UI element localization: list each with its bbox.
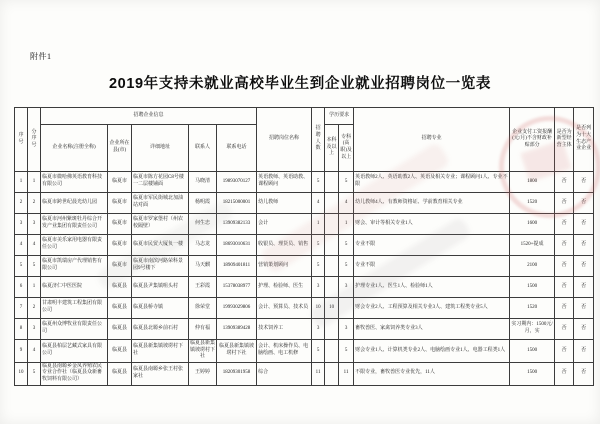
cell-salary: 1800 — [510, 172, 555, 193]
cell-address: 临夏县南塬乡张王村张家社 — [132, 362, 189, 385]
cell-address: 临夏县尹集镇咀头村 — [132, 277, 189, 298]
cell-contact: 仲有福 — [189, 319, 217, 340]
cell-position-name: 护理、检验师、医生 — [257, 277, 312, 298]
cell-salary: 1600 — [510, 214, 555, 235]
cell-major: 不限专业，畜牧兽医专业优先，11人 — [354, 362, 510, 385]
cell-new-entity: 否 — [555, 214, 574, 235]
cell-bachelor — [325, 256, 339, 277]
cell-serial: 2 — [15, 193, 28, 214]
table-row — [15, 256, 594, 277]
col-header-company-name: 企业名称(注册全称) — [41, 125, 108, 172]
cell-company-name: 临夏市河州紫斑牡丹综合开发产业集团有限责任公司 — [41, 214, 108, 235]
cell-sub-serial: 1 — [28, 172, 41, 193]
cell-phone: 18215000001 — [217, 193, 257, 214]
cell-headcount: 5 — [312, 172, 325, 193]
cell-major: 畜牧兽医、家禽饲养类专业3人 — [354, 319, 510, 340]
col-header-headcount: 招聘人数 — [312, 108, 325, 172]
cell-salary: 1520 — [510, 298, 555, 319]
cell-salary: 1520 — [510, 193, 555, 214]
cell-bachelor — [325, 319, 339, 340]
cell-address: 临夏县北塬乡前石村 — [132, 319, 189, 340]
cell-company-name: 临夏州众博牧业有限责任公司 — [41, 319, 108, 340]
cell-eco-industry: 否 — [574, 193, 594, 214]
cell-phone: 19993029806 — [217, 298, 257, 319]
cell-phone: 18209301958 — [217, 362, 257, 385]
cell-contact: 王彩霞 — [189, 277, 217, 298]
cell-county: 临夏县 — [108, 340, 132, 363]
cell-county: 临夏市 — [108, 235, 132, 256]
cell-bachelor — [325, 235, 339, 256]
cell-address: 临夏市南滨河路荣科景园9号楼下 — [132, 256, 189, 277]
cell-headcount: 1 — [312, 214, 325, 235]
cell-position-name: 收银员、理货员、销售 — [257, 235, 312, 256]
col-header-county: 企业所在县(市) — [108, 125, 132, 172]
col-header-eco-industry: 是否列为十大生态产业企业 — [574, 108, 594, 172]
table-row — [15, 277, 594, 298]
cell-address: 临夏县桥寺镇 — [132, 298, 189, 319]
cell-contact: 马天麒 — [189, 256, 217, 277]
cell-serial: 6 — [15, 277, 28, 298]
cell-new-entity: 否 — [555, 340, 574, 363]
cell-new-entity: 否 — [555, 256, 574, 277]
col-header-position-name: 招聘岗位名称 — [257, 108, 312, 172]
cell-salary: 1500 — [510, 340, 555, 363]
cell-major: 专业不限 — [354, 256, 510, 277]
cell-company-name: 临夏市微哈佛英语教育科技有限公司 — [41, 172, 108, 193]
col-header-education: 学历要求 — [325, 108, 354, 125]
table-header — [15, 108, 594, 172]
cell-sub-serial: 4 — [28, 235, 41, 256]
cell-headcount: 11 — [312, 362, 325, 385]
col-header-salary: 企业支付工资报酬(元/月)不含财政补贴部分 — [510, 108, 555, 172]
cell-serial: 5 — [15, 256, 28, 277]
cell-county: 临夏县 — [108, 362, 132, 385]
cell-phone: 18693010631 — [217, 235, 257, 256]
cell-company-name: 临夏县柏层艺藏式家具有限公司 — [41, 340, 108, 363]
cell-salary: 1500 — [510, 277, 555, 298]
cell-headcount: 4 — [312, 193, 325, 214]
cell-address: 临夏市陈方花园C8号楼一二层楼铺面 — [132, 172, 189, 193]
cell-position-name: 幼儿教师 — [257, 193, 312, 214]
cell-sub-serial: 3 — [28, 319, 41, 340]
cell-salary: 1520+提成 — [510, 235, 555, 256]
cell-serial: 4 — [15, 235, 28, 256]
cell-phone: 15378038977 — [217, 277, 257, 298]
cell-phone: 13909389428 — [217, 319, 257, 340]
cell-sub-serial: 1 — [28, 277, 41, 298]
cell-company-name: 临夏市凯瑞房产代理销售有限公司 — [41, 256, 108, 277]
table-row — [15, 193, 594, 214]
cell-college: 5 — [339, 172, 354, 193]
cell-college: 5 — [339, 235, 354, 256]
cell-company-name: 临夏县南塬乡金凤养殖农民专业合作社（临夏县众新畜牧饲料有限公司） — [41, 362, 108, 385]
cell-new-entity: 否 — [555, 298, 574, 319]
cell-position-name: 营销策划顾问 — [257, 256, 312, 277]
cell-company-name: 临夏市美乐家用电器有限责任公司 — [41, 235, 108, 256]
cell-college: 3 — [339, 277, 354, 298]
cell-eco-industry: 否 — [574, 340, 594, 363]
cell-college: 5 — [339, 340, 354, 363]
cell-address: 临夏县新集镇坡塄村下社 — [132, 340, 189, 363]
table-row — [15, 235, 594, 256]
cell-bachelor — [325, 214, 339, 235]
cell-eco-industry: 否 — [574, 256, 594, 277]
cell-company-name: 甘肃明丰建筑工程集团有限公司 — [41, 298, 108, 319]
cell-college: 4 — [339, 193, 354, 214]
col-header-company-info: 招聘企业信息 — [41, 108, 257, 125]
cell-eco-industry: 否 — [574, 298, 594, 319]
cell-sub-serial: 5 — [28, 256, 41, 277]
cell-phone: 18909401811 — [217, 256, 257, 277]
cell-contact: 马志龙 — [189, 235, 217, 256]
cell-new-entity: 否 — [555, 172, 574, 193]
cell-bachelor — [325, 340, 339, 363]
col-header-bachelor: 本科及以上 — [325, 125, 339, 172]
cell-county: 临夏市 — [108, 256, 132, 277]
cell-college — [339, 298, 354, 319]
cell-major: 英语教师2人、英语助教2人、英语及相关专业；课程顾问1人、专业不限 — [354, 172, 510, 193]
cell-college: 5 — [339, 256, 354, 277]
cell-position-name: 技术饲养工 — [257, 319, 312, 340]
cell-county: 临夏县 — [108, 277, 132, 298]
cell-address: 临夏市军民街城北加油站对面 — [132, 193, 189, 214]
cell-serial: 1 — [15, 172, 28, 193]
cell-county: 临夏市 — [108, 172, 132, 193]
cell-sub-serial: 3 — [28, 214, 41, 235]
cell-serial: 3 — [15, 214, 28, 235]
cell-address: 临夏市民贸大厦负一楼 — [132, 235, 189, 256]
cell-eco-industry: 否 — [574, 362, 594, 385]
table-body — [15, 172, 594, 386]
cell-company-name: 临夏济仁中医医院 — [41, 277, 108, 298]
cell-sub-serial: 2 — [28, 193, 41, 214]
cell-sub-serial: 2 — [28, 298, 41, 319]
table-row — [15, 214, 594, 235]
cell-position-name: 英语教师、英语助教、课程顾问 — [257, 172, 312, 193]
cell-new-entity: 否 — [555, 193, 574, 214]
cell-county: 临夏市 — [108, 193, 132, 214]
cell-headcount: 10 — [312, 298, 325, 319]
cell-salary: 实习期内：1500元/月，实 — [510, 319, 555, 340]
cell-contact: 马晓清 — [189, 172, 217, 193]
cell-major: 护理专业1人、医生1人、检验师1人 — [354, 277, 510, 298]
cell-eco-industry: 否 — [574, 214, 594, 235]
cell-phone: 19893070127 — [217, 172, 257, 193]
cell-major: 财会专业2人、工程预算及相关专业3人、建筑工程类专业5人 — [354, 298, 510, 319]
cell-serial: 8 — [15, 319, 28, 340]
cell-contact: 临夏县新集镇坡塄村下社 — [189, 340, 217, 363]
cell-county: 临夏县 — [108, 298, 132, 319]
table-row — [15, 319, 594, 340]
table-row — [15, 362, 594, 385]
cell-serial: 7 — [15, 298, 28, 319]
cell-position-name: 会计、预算员、技术员 — [257, 298, 312, 319]
cell-salary: 1500 — [510, 362, 555, 385]
cell-sub-serial: 4 — [28, 340, 41, 363]
col-header-contact: 联系人 — [189, 125, 217, 172]
cell-new-entity: 否 — [555, 277, 574, 298]
col-header-major: 招聘专业 — [354, 108, 510, 172]
cell-contact: 杨明霞 — [189, 193, 217, 214]
cell-new-entity: 否 — [555, 362, 574, 385]
cell-bachelor — [325, 277, 339, 298]
cell-position-name: 会计 — [257, 214, 312, 235]
cell-headcount: 5 — [312, 256, 325, 277]
table-row — [15, 298, 594, 319]
col-header-new-entity: 是否为新型经营主体 — [555, 108, 574, 172]
cell-eco-industry: 否 — [574, 235, 594, 256]
cell-address: 临夏市罗家堡村（州农校隔壁） — [132, 214, 189, 235]
cell-salary: 2100 — [510, 256, 555, 277]
page-title: 2019年支持未就业高校毕业生到企业就业招聘岗位一览表 — [109, 76, 491, 92]
cell-eco-industry: 否 — [574, 319, 594, 340]
cell-major: 专业不限 — [354, 235, 510, 256]
table-row — [15, 172, 594, 193]
cell-headcount: 3 — [312, 319, 325, 340]
cell-bachelor: 10 — [325, 298, 339, 319]
cell-bachelor — [325, 172, 339, 193]
col-header-sub-serial: 分序号 — [28, 108, 41, 172]
cell-contact: 徐荣堂 — [189, 298, 217, 319]
cell-headcount: 3 — [312, 277, 325, 298]
cell-college: 3 — [339, 319, 354, 340]
cell-college: 1 — [339, 214, 354, 235]
cell-major: 财会、审计等相关专业1人 — [354, 214, 510, 235]
cell-headcount: 5 — [312, 340, 325, 363]
cell-college: 11 — [339, 362, 354, 385]
cell-new-entity: 否 — [555, 319, 574, 340]
cell-serial: 10 — [15, 362, 28, 385]
cell-contact: 何生忠 — [189, 214, 217, 235]
cell-serial: 9 — [15, 340, 28, 363]
cell-sub-serial: 5 — [28, 362, 41, 385]
cell-phone: 13909382133 — [217, 214, 257, 235]
cell-phone: 临夏县新集镇坡塄村下社 — [217, 340, 257, 363]
cell-company-name: 临夏市跨世纪晨光幼儿园 — [41, 193, 108, 214]
cell-county: 临夏县 — [108, 319, 132, 340]
cell-bachelor — [325, 362, 339, 385]
job-positions-table — [14, 107, 594, 386]
cell-position-name: 综合 — [257, 362, 312, 385]
cell-position-name: 会计、机床操作员、电脑绘画、电工机修 — [257, 340, 312, 363]
cell-eco-industry: 否 — [574, 172, 594, 193]
col-header-serial: 序号 — [15, 108, 28, 172]
col-header-address: 详细地址 — [132, 125, 189, 172]
table-row — [15, 340, 594, 363]
col-header-college: 专科(高职)及以上 — [339, 125, 354, 172]
col-header-phone: 联系电话 — [217, 125, 257, 172]
cell-headcount: 5 — [312, 235, 325, 256]
cell-major: 财会专业1人、计算机类专业2人、电脑绘画专业1人、电器工程类1人 — [354, 340, 510, 363]
cell-eco-industry: 否 — [574, 277, 594, 298]
cell-bachelor — [325, 193, 339, 214]
cell-county: 临夏市 — [108, 214, 132, 235]
attachment-label: 附件1 — [30, 52, 52, 61]
cell-major: 幼儿教师4人、有教师资格证、学前教育相关专业 — [354, 193, 510, 214]
cell-contact: 王婷婷 — [189, 362, 217, 385]
cell-new-entity: 否 — [555, 235, 574, 256]
